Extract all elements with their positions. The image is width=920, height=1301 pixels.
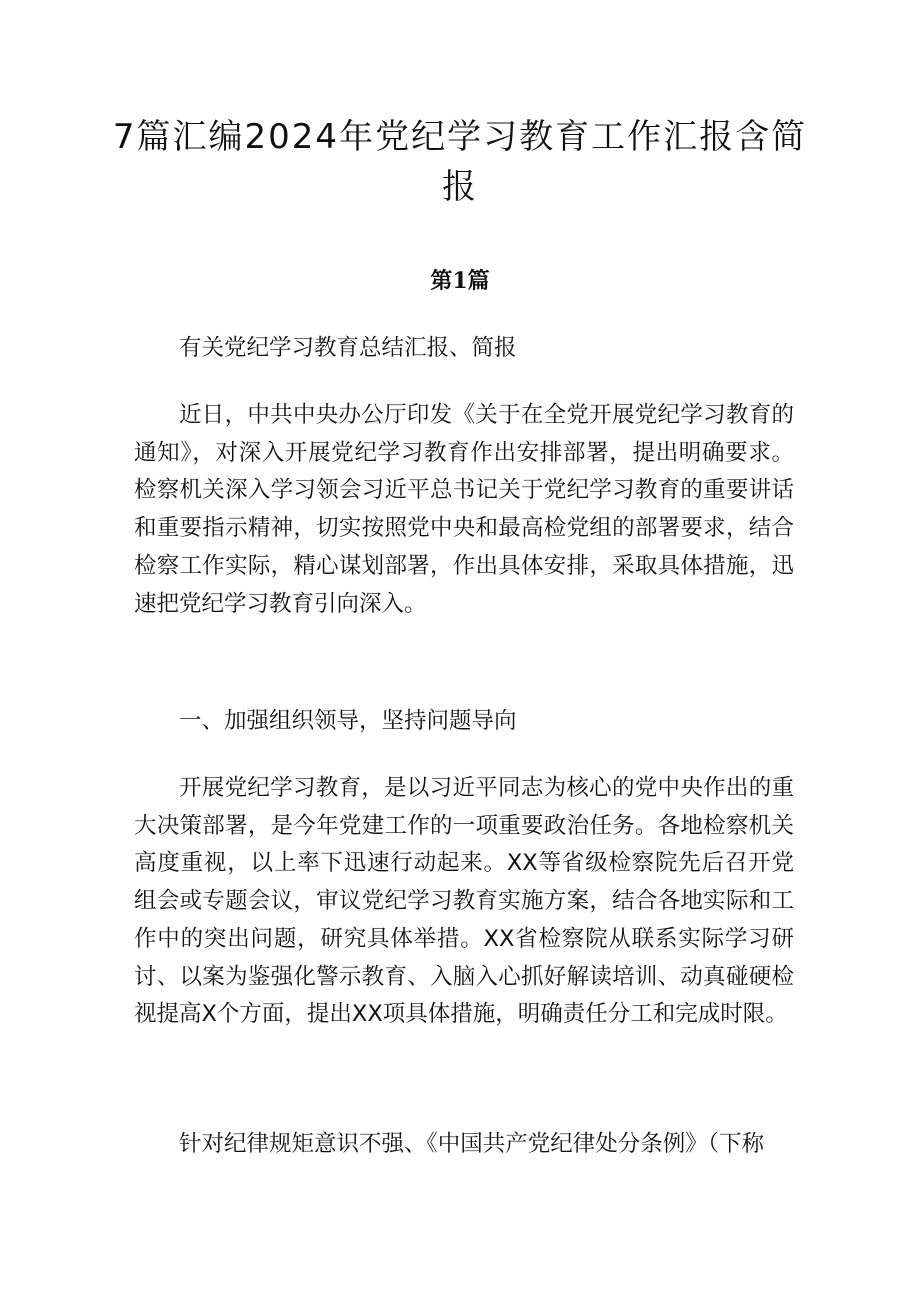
body-paragraph-2: 针对纪律规矩意识不强、《中国共产党纪律处分条例》（下称 [179,1131,765,1157]
subsection-heading-1: 一、加强组织领导，坚持问题导向 [179,708,517,734]
article-subtitle: 有关党纪学习教育总结汇报、简报 [179,335,517,361]
body-paragraph-1: 开展党纪学习教育，是以习近平同志为核心的党中央作出的重大决策部署，是今年党建工作的一项重要政治任务。各地检察机关高度重视，以上率下迅速行动起来。XX等省级检察院先后召开党组会或专题会议，审议党纪学习教育实施方案，结合各地实际和工作中的突出问题，研究具体举措。XX省检察院从联系实际学习研讨、以案为鉴强化警示教育、入脑入心抓好解读培训、动真碰硬检视提高X个方面，提出XX项具体措施，明确责任分工和完成时限。 [134,775,794,1028]
document-title: 7篇汇编2024年党纪学习教育工作汇报含简报 [112,117,808,207]
intro-paragraph: 近日，中共中央办公厅印发《关于在全党开展党纪学习教育的通知》，对深入开展党纪学习教育作出安排部署，提出明确要求。检察机关深入学习领会习近平总书记关于党纪学习教育的重要讲话和重要指示精神，切实按照党中央和最高检党组的部署要求，结合检察工作实际，精心谋划部署，作出具体安排，采取具体措施，迅速把党纪学习教育引向深入。 [134,402,794,617]
section-heading: 第1篇 [430,268,490,294]
